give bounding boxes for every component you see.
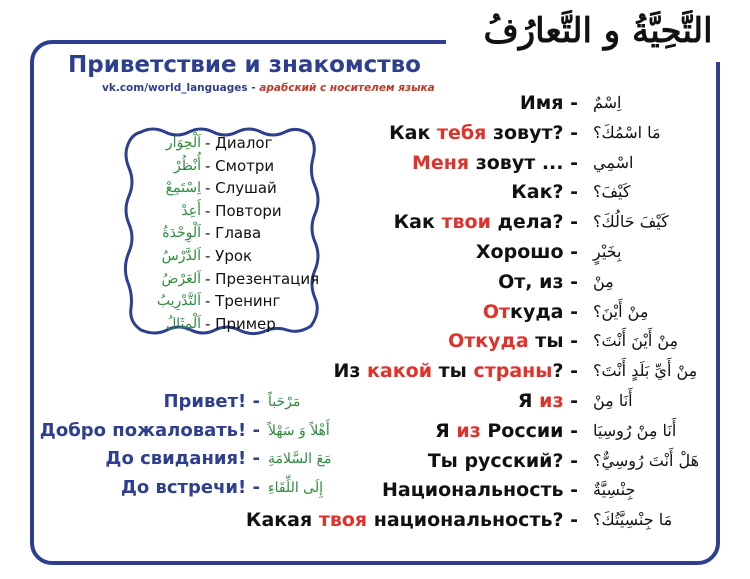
phrase-arabic: هَلْ أَنْتَ رُوسِيٌّ؟ bbox=[593, 450, 700, 470]
greeting-arabic: إِلَى اللِّقَاءِ bbox=[268, 479, 323, 496]
phrase-arabic: بِخَيْرٍ bbox=[593, 242, 622, 261]
phrase-arabic: مِنْ أَيِّ بَلَدٍ أَنْتَ؟ bbox=[593, 361, 698, 381]
phrase-arabic: مَا جِنْسِيَّتُكَ؟ bbox=[593, 510, 673, 530]
vocab-arabic: اَلتَّدْرِيبُ bbox=[156, 293, 201, 310]
vocab-russian: - Презентация bbox=[205, 269, 320, 288]
phrase-russian: Я из России - bbox=[435, 419, 578, 442]
phrase-row bbox=[0, 356, 750, 386]
vocab-russian: - Повтори bbox=[205, 201, 282, 220]
vocab-arabic: اَلْوِحْدَةُ bbox=[162, 225, 201, 242]
greeting-arabic: مَعَ السَّلامَةِ bbox=[268, 451, 332, 467]
phrase-arabic: اسْمِي bbox=[593, 152, 634, 172]
phrase-arabic: اِسْمٌ bbox=[593, 93, 622, 112]
greeting-row bbox=[0, 473, 750, 503]
phrase-row bbox=[0, 505, 750, 535]
phrase-russian: Как тебя зовут? - bbox=[389, 121, 578, 144]
phrase-russian: Меня зовут ... - bbox=[411, 151, 578, 174]
vocab-arabic: اِسْتَمِعْ bbox=[165, 180, 201, 197]
greeting-russian: Привет! - bbox=[163, 391, 260, 412]
vocab-arabic: أُنْظُرْ bbox=[174, 157, 201, 174]
vocab-arabic: اَلْمِثَالُ bbox=[166, 315, 201, 332]
phrase-russian: Откуда ты - bbox=[448, 330, 578, 353]
phrase-arabic: جِنْسِيَّةٌ bbox=[593, 480, 636, 500]
phrase-row bbox=[0, 118, 750, 148]
vocab-russian: - Слушай bbox=[205, 179, 277, 198]
vocab-arabic: اَلدَّرْسُ bbox=[161, 248, 201, 264]
phrase-russian: Как твои дела? - bbox=[393, 211, 578, 234]
russian-title: Приветствие и знакомство bbox=[64, 52, 425, 78]
arabic-title: التَّحِيَّةُ و التَّعارُفُ bbox=[446, 0, 750, 62]
phrase-arabic: كَيْفَ؟ bbox=[593, 182, 631, 202]
phrase-russian: Хорошо - bbox=[475, 241, 578, 263]
phrase-russian: Ты русский? - bbox=[427, 449, 578, 472]
phrase-arabic: مَا اسْمُكَ؟ bbox=[593, 122, 661, 142]
greeting-row bbox=[0, 416, 750, 446]
phrase-russian: Я из - bbox=[517, 390, 578, 412]
phrase-russian: Имя - bbox=[519, 92, 578, 114]
phrase-russian: Как? - bbox=[511, 181, 578, 204]
phrase-arabic: أَنَا مِنْ bbox=[593, 391, 633, 410]
phrase-row bbox=[0, 237, 750, 267]
vocab-russian: - Урок bbox=[205, 247, 253, 265]
phrase-row bbox=[0, 177, 750, 207]
vocab-russian: - Тренинг bbox=[205, 292, 281, 311]
subtitle-note: арабский с носителем языка bbox=[259, 82, 435, 94]
greeting-row bbox=[0, 444, 750, 474]
phrase-arabic: أَنَا مِنْ رُوسِيَا bbox=[593, 420, 677, 440]
greeting-russian: Добро пожаловать! - bbox=[39, 419, 260, 441]
phrase-russian: Какая твоя национальность? - bbox=[245, 509, 578, 532]
greeting-row bbox=[0, 387, 750, 417]
phrase-row bbox=[0, 148, 750, 178]
vocab-arabic: اَلْحِوَار bbox=[165, 135, 201, 151]
vocab-russian: - Глава bbox=[205, 224, 262, 243]
phrase-arabic: مِنْ bbox=[593, 271, 614, 291]
greeting-arabic: أَهْلاً وَ سَهْلاً bbox=[268, 422, 330, 439]
phrase-russian: Откуда - bbox=[482, 300, 578, 323]
subtitle-site: vk.com/world_languages bbox=[102, 82, 248, 94]
phrase-row bbox=[0, 207, 750, 237]
greeting-arabic: مَرْحَباً bbox=[268, 394, 301, 410]
vocab-russian: - Пример bbox=[205, 314, 276, 333]
phrase-row bbox=[0, 326, 750, 356]
greeting-russian: До встречи! - bbox=[120, 476, 260, 498]
greeting-russian: До свидания! - bbox=[105, 448, 260, 469]
vocab-russian: - Диалог bbox=[205, 134, 273, 152]
phrase-row bbox=[0, 88, 750, 118]
phrase-arabic: كَيْفَ حَالُكَ؟ bbox=[593, 212, 669, 232]
vocab-russian: - Смотри bbox=[205, 156, 275, 175]
phrase-russian: От, из - bbox=[498, 270, 578, 293]
vocab-arabic: اَلعَرْضُ bbox=[161, 270, 201, 287]
vocab-arabic: أَعِدْ bbox=[181, 202, 201, 219]
phrase-row bbox=[0, 297, 750, 327]
phrase-russian: Из какой ты страны? - bbox=[333, 360, 578, 383]
phrase-russian: Национальность - bbox=[381, 479, 578, 502]
phrase-arabic: مِنْ أَيْنَ؟ bbox=[593, 301, 649, 321]
phrase-row bbox=[0, 267, 750, 297]
subtitle: vk.com/world_languages - арабский с носителем языка bbox=[102, 82, 435, 94]
phrase-arabic: مِنْ أَيْنَ أَنْتَ؟ bbox=[593, 331, 679, 351]
